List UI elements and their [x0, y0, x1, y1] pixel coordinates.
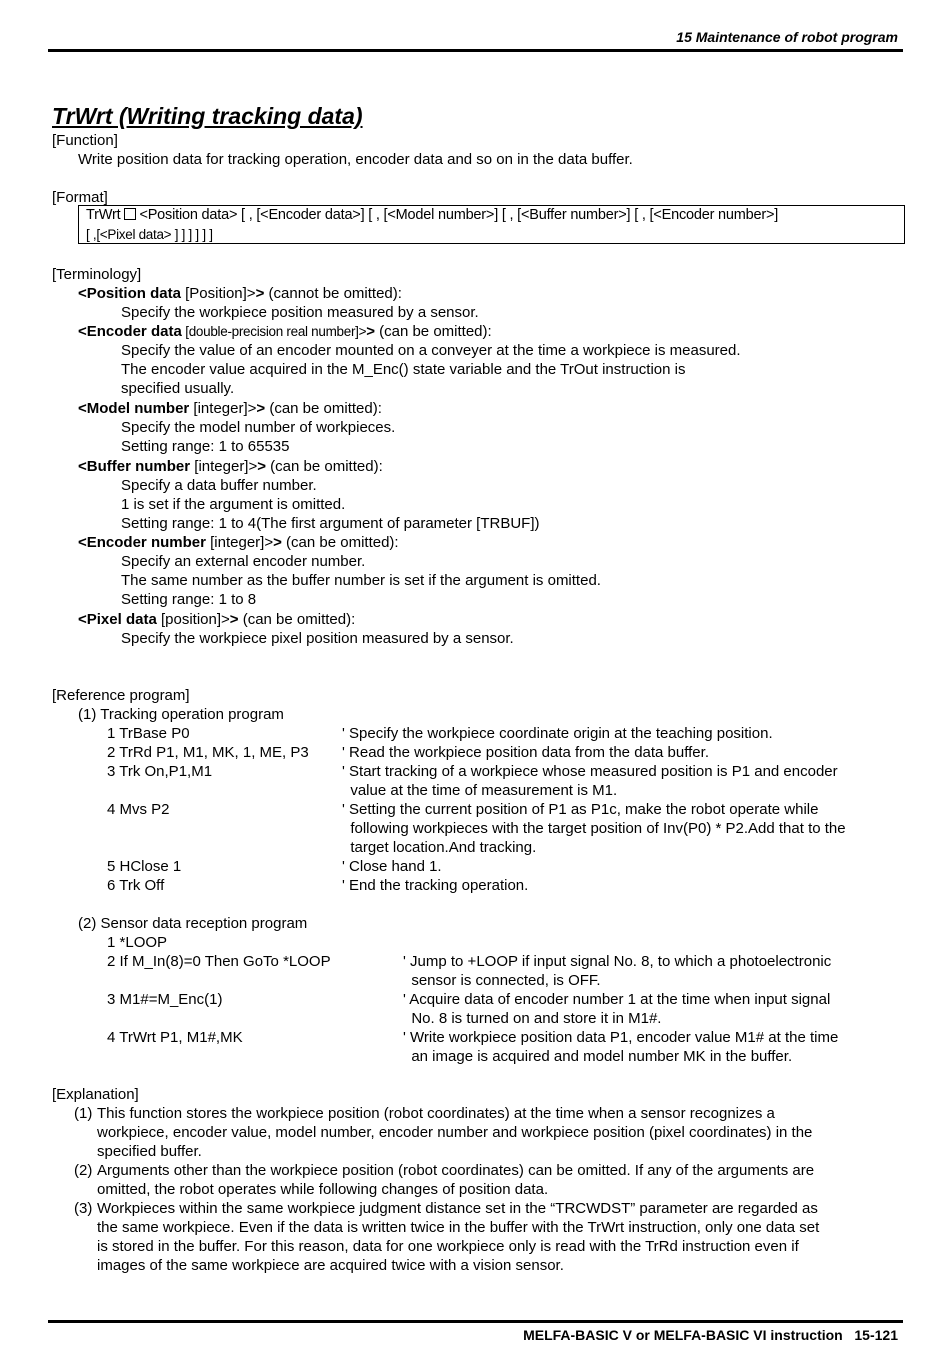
explanation-line: workpiece, encoder value, model number, encoder number and workpiece position (pixel coordinates) in the: [97, 1124, 813, 1141]
term-desc: Setting range: 1 to 8: [121, 591, 257, 608]
space-symbol-icon: [124, 208, 136, 220]
reference-heading: [Reference program]: [52, 687, 190, 704]
format-heading: [Format]: [52, 189, 108, 206]
format-line-2: [ ,[<Pixel data> ] ] ] ] ] ]: [86, 227, 213, 242]
term-desc: Setting range: 1 to 4(The first argument of parameter [TRBUF]): [121, 515, 540, 532]
term-desc: specified usually.: [121, 380, 235, 397]
footer-rule: [48, 1320, 903, 1323]
code-line: 3 Trk On,P1,M1: [107, 763, 213, 780]
program-1-title: (1) Tracking operation program: [78, 706, 284, 723]
code-line: 4 Mvs P2: [107, 801, 170, 818]
term-model-number: <Model number [integer]>> (can be omitted):: [78, 400, 382, 417]
code-comment: value at the time of measurement is M1.: [342, 782, 618, 799]
code-comment: target location.And tracking.: [342, 839, 537, 856]
code-comment: ' Jump to +LOOP if input signal No. 8, to which a photoelectronic: [403, 953, 832, 970]
code-comment: No. 8 is turned on and store it in M1#.: [403, 1010, 662, 1027]
explanation-heading: [Explanation]: [52, 1086, 139, 1103]
explanation-line: Arguments other than the workpiece position (robot coordinates) can be omitted. If any of the arguments are: [97, 1162, 815, 1179]
code-line: 5 HClose 1: [107, 858, 182, 875]
function-text: Write position data for tracking operation, encoder data and so on in the data buffer.: [78, 151, 633, 168]
code-comment: ' Close hand 1.: [342, 858, 442, 875]
code-comment: an image is acquired and model number MK in the buffer.: [403, 1048, 793, 1065]
term-desc: The encoder value acquired in the M_Enc() state variable and the TrOut instruction is: [121, 361, 686, 378]
term-desc: 1 is set if the argument is omitted.: [121, 496, 346, 513]
term-desc: Specify a data buffer number.: [121, 477, 317, 494]
term-desc: Specify the model number of workpieces.: [121, 419, 396, 436]
code-comment: ' Setting the current position of P1 as P1c, make the robot operate while: [342, 801, 819, 818]
explanation-number: (3): [74, 1200, 93, 1217]
explanation-line: the same workpiece. Even if the data is written twice in the buffer with the TrWrt instruction, only one data set: [97, 1219, 820, 1236]
code-comment: ' Start tracking of a workpiece whose measured position is P1 and encoder: [342, 763, 838, 780]
code-comment: ' Read the workpiece position data from the data buffer.: [342, 744, 709, 761]
term-desc: Specify an external encoder number.: [121, 553, 366, 570]
page-header-section: 15 Maintenance of robot program: [676, 29, 898, 45]
term-desc: Specify the workpiece pixel position measured by a sensor.: [121, 630, 514, 647]
format-box: [78, 205, 905, 244]
code-line: 2 If M_In(8)=0 Then GoTo *LOOP: [107, 953, 331, 970]
term-position-data: <Position data [Position]>> (cannot be omitted):: [78, 285, 402, 302]
term-buffer-number: <Buffer number [integer]>> (can be omitted):: [78, 458, 383, 475]
code-comment: ' Acquire data of encoder number 1 at the time when input signal: [403, 991, 831, 1008]
term-desc: Specify the value of an encoder mounted on a conveyer at the time a workpiece is measured.: [121, 342, 741, 359]
code-line: 4 TrWrt P1, M1#,MK: [107, 1029, 243, 1046]
code-comment: ' Specify the workpiece coordinate origin at the teaching position.: [342, 725, 773, 742]
code-comment: following workpieces with the target position of Inv(P0) * P2.Add that to the: [342, 820, 846, 837]
program-2-title: (2) Sensor data reception program: [78, 915, 308, 932]
term-encoder-number: <Encoder number [integer]>> (can be omitted):: [78, 534, 399, 551]
code-comment: ' Write workpiece position data P1, encoder value M1# at the time: [403, 1029, 839, 1046]
term-pixel-data: <Pixel data [position]>> (can be omitted):: [78, 611, 356, 628]
page-title: TrWrt (Writing tracking data): [52, 103, 363, 129]
term-desc: The same number as the buffer number is set if the argument is omitted.: [121, 572, 601, 589]
function-heading: [Function]: [52, 132, 118, 149]
explanation-line: omitted, the robot operates while following changes of position data.: [97, 1181, 549, 1198]
format-line-1: [86, 206, 778, 225]
explanation-line: images of the same workpiece are acquired twice with a vision sensor.: [97, 1257, 564, 1274]
format-command: TrWrt: [86, 207, 121, 223]
page-footer: MELFA-BASIC V or MELFA-BASIC VI instruction 15-121: [523, 1327, 898, 1343]
explanation-number: (2): [74, 1162, 93, 1179]
code-comment: ' End the tracking operation.: [342, 877, 529, 894]
explanation-line: is stored in the buffer. For this reason, data for one workpiece only is read with the TrRd instruction even if: [97, 1238, 799, 1255]
code-line: 2 TrRd P1, M1, MK, 1, ME, P3: [107, 744, 309, 761]
explanation-line: specified buffer.: [97, 1143, 202, 1160]
format-args: <Position data> [ , [<Encoder data>] [ , [<Model number>] [ , [<Buffer number>] [ , [<Encoder number>]: [139, 207, 779, 223]
term-desc: Setting range: 1 to 65535: [121, 438, 290, 455]
term-desc: Specify the workpiece position measured by a sensor.: [121, 304, 479, 321]
code-comment: sensor is connected, is OFF.: [403, 972, 601, 989]
code-line: 3 M1#=M_Enc(1): [107, 991, 223, 1008]
code-line: 1 *LOOP: [107, 934, 168, 951]
terminology-heading: [Terminology]: [52, 266, 142, 283]
explanation-number: (1): [74, 1105, 93, 1122]
code-line: 6 Trk Off: [107, 877, 165, 894]
term-encoder-data: <Encoder data [double-precision real number]>> (can be omitted):: [78, 323, 492, 340]
explanation-line: This function stores the workpiece position (robot coordinates) at the time when a sensor recognizes a: [97, 1105, 775, 1122]
code-line: 1 TrBase P0: [107, 725, 190, 742]
header-rule: [48, 49, 903, 52]
explanation-line: Workpieces within the same workpiece judgment distance set in the “TRCWDST” parameter are regarded as: [97, 1200, 818, 1217]
